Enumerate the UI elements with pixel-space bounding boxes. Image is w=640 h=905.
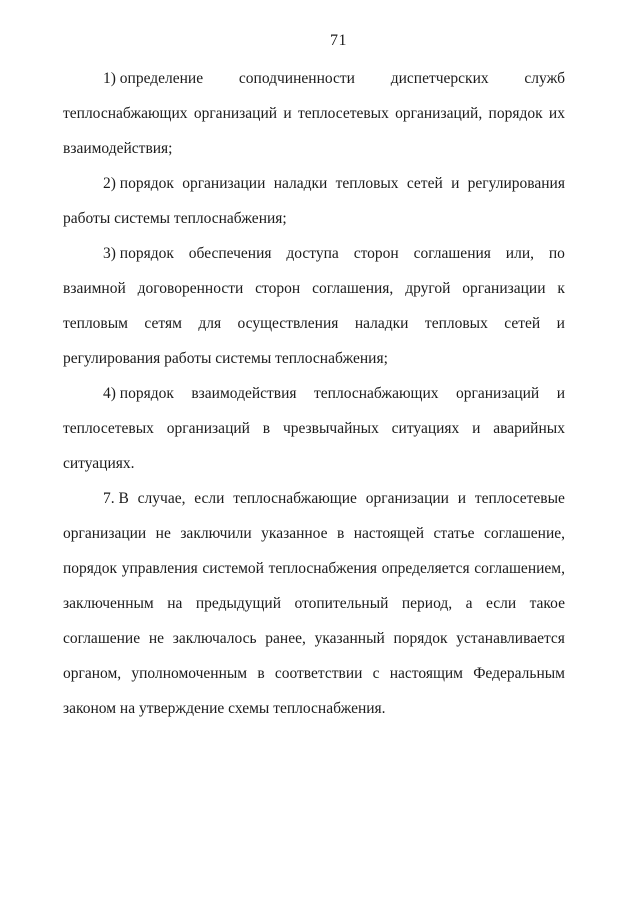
paragraph [63, 61, 565, 166]
paragraph [63, 166, 565, 236]
text-line: порядок управления системой теплоснабжения определяется соглашением, [63, 560, 565, 577]
paragraph [63, 481, 565, 726]
text-line: органом, уполномоченным в соответствии с настоящим Федеральным [63, 665, 565, 682]
text-line: взаимной договоренности сторон соглашения, другой организации к [63, 280, 565, 297]
paragraph [63, 376, 565, 481]
text-line: тепловым сетям для осуществления наладки тепловых сетей и [63, 315, 565, 332]
text-line: работы системы теплоснабжения; [63, 210, 287, 227]
text-line: теплосетевых организаций в чрезвычайных ситуациях и аварийных [63, 420, 565, 437]
text-line: регулирования работы системы теплоснабжения; [63, 350, 388, 367]
text-line: взаимодействия; [63, 140, 173, 157]
text-line: теплоснабжающих организаций и теплосетевых организаций, порядок их [63, 105, 565, 122]
text-line: 1) определение соподчиненности диспетчерских служб [103, 70, 565, 87]
text-line: 7. В случае, если теплоснабжающие организации и теплосетевые [103, 490, 565, 507]
text-line: организации не заключили указанное в настоящей статье соглашение, [63, 525, 565, 542]
text-line: законом на утверждение схемы теплоснабжения. [63, 700, 386, 717]
text-line: 2) порядок организации наладки тепловых сетей и регулирования [103, 175, 565, 192]
text-line: 4) порядок взаимодействия теплоснабжающих организаций и [103, 385, 565, 402]
paragraph [63, 236, 565, 376]
text-line: ситуациях. [63, 455, 135, 472]
text-line: заключенным на предыдущий отопительный период, а если такое [63, 595, 565, 612]
document-body [63, 61, 565, 726]
page-number: 71 [330, 32, 347, 49]
text-line: соглашение не заключалось ранее, указанный порядок устанавливается [63, 630, 565, 647]
text-line: 3) порядок обеспечения доступа сторон соглашения или, по [103, 245, 565, 262]
